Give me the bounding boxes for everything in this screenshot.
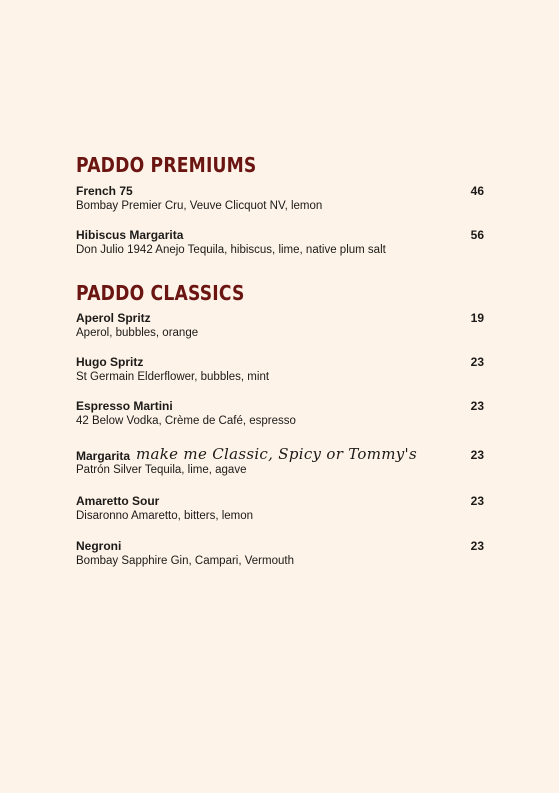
item-description: Aperol, bubbles, orange xyxy=(76,327,199,339)
item-description: Disaronno Amaretto, bitters, lemon xyxy=(76,510,254,522)
item-price: 46 xyxy=(470,184,484,198)
item-name: Hugo Spritz xyxy=(76,355,144,369)
item-name: Margarita xyxy=(76,449,131,463)
item-name: French 75 xyxy=(76,184,133,198)
menu-item xyxy=(76,447,484,478)
menu-item xyxy=(76,310,484,341)
item-price: 23 xyxy=(470,399,484,413)
item-description: Don Julio 1942 Anejo Tequila, hibiscus, lime, native plum salt xyxy=(76,244,386,256)
section-title-premiums: PADDO PREMIUMS xyxy=(76,153,257,177)
item-description: St Germain Elderflower, bubbles, mint xyxy=(76,371,270,383)
item-price: 23 xyxy=(470,448,484,462)
item-description: Bombay Sapphire Gin, Campari, Vermouth xyxy=(76,555,294,567)
item-name: Negroni xyxy=(76,539,122,553)
item-price: 23 xyxy=(470,355,484,369)
item-name: Amaretto Sour xyxy=(76,494,160,508)
item-description: Patrón Silver Tequila, lime, agave xyxy=(76,464,247,476)
item-note: make me Classic, Spicy or Tommy's xyxy=(136,445,417,463)
item-price: 23 xyxy=(470,494,484,508)
item-price: 19 xyxy=(470,311,484,325)
menu-item xyxy=(76,354,484,385)
menu-item xyxy=(76,227,484,258)
menu-item xyxy=(76,183,484,214)
item-price: 23 xyxy=(470,539,484,553)
item-description: 42 Below Vodka, Crème de Café, espresso xyxy=(76,415,296,427)
menu-item xyxy=(76,398,484,429)
item-price: 56 xyxy=(470,228,484,242)
menu-item xyxy=(76,538,484,569)
section-title-classics: PADDO CLASSICS xyxy=(76,281,245,305)
item-name: Hibiscus Margarita xyxy=(76,228,184,242)
item-description: Bombay Premier Cru, Veuve Clicquot NV, lemon xyxy=(76,200,323,212)
item-name: Espresso Martini xyxy=(76,399,173,413)
item-name: Aperol Spritz xyxy=(76,311,151,325)
menu-item xyxy=(76,493,484,524)
